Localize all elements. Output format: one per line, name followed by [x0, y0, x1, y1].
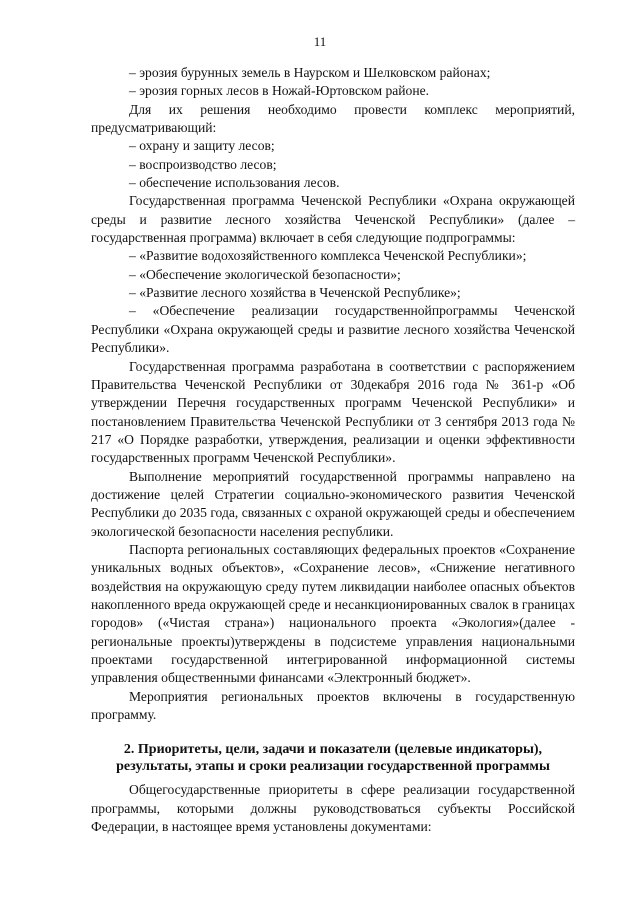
list-item: – «Развитие водохозяйственного комплекса Чеченской Республики»;: [129, 248, 527, 264]
list-item: – эрозия горных лесов в Ножай-Юртовском районе.: [129, 83, 430, 99]
paragraph: Для их решения необходимо провести комплекс мероприятий, предусматривающий:: [91, 101, 575, 136]
paragraph: Общегосударственные приоритеты в сфере реализации государственной программы, которыми должны руководствоваться субъекты Российской Федерации, в настоящее время установлены документами:: [91, 782, 575, 835]
list-item: – обеспечение использования лесов.: [129, 175, 340, 191]
list-item: – «Обеспечение экологической безопасности»;: [129, 266, 401, 282]
list-item: – охрану и защиту лесов;: [129, 138, 275, 154]
list-item: – «Развитие лесного хозяйства в Чеченской Республике»;: [129, 285, 461, 301]
text-block-section-2: [91, 781, 575, 836]
paragraph: Паспорта региональных составляющих федеральных проектов «Сохранение уникальных водных объектов», «Сохранение лесов», «Снижение негативного воздействия на окружающую среду путем ликвидации наиболее опасных объектов накопленного вреда окружающей среде и несанкционированных свалок в границах городов» («Чистая страна») национального проекта «Экология»(далее - региональные проекты)утверждены в подсистеме управления национальными проектами государственной интегрированной информационной системы управления общественными финансами «Электронный бюджет».: [91, 541, 575, 686]
document-body: [91, 64, 575, 836]
page-number: 11: [313, 34, 327, 49]
paragraph: – «Обеспечение реализации государственнойпрограммы Чеченской Республики «Охрана окружающей среды и развитие лесного хозяйства Чеченской Республики».: [91, 303, 575, 356]
paragraph: Государственная программа Чеченской Республики «Охрана окружающей среды и развитие лесного хозяйства Чеченской Республики» (далее – государственная программа) включает в себя следующие подпрограммы:: [91, 193, 575, 246]
paragraph: Мероприятия региональных проектов включены в государственную программу.: [91, 688, 575, 723]
text-block-intro: [91, 64, 575, 724]
paragraph: Выполнение мероприятий государственной программы направлено на достижение целей Стратегии социально-экономического развития Чеченской Республики до 2035 года, связанных с охраной окружающей среды и обеспечением экологической безопасности населения республики.: [91, 468, 575, 539]
list-item: – эрозия бурунных земель в Наурском и Шелковском районах;: [129, 65, 491, 80]
paragraph: Государственная программа разработана в соответствии с распоряжением Правительства Чеченской Республики от 30декабря 2016 года № 361-р «Об утверждении Перечня государственных программ Чеченской Республики» и постановлением Правительства Чеченской Республики от 3 сентября 2013 года № 217 «О Порядке разработки, утверждения, реализации и оценки эффективности государственных программ Чеченской Республики».: [91, 358, 575, 466]
section-heading: 2. Приоритеты, цели, задачи и показатели (целевые индикаторы), результаты, этапы и сроки реализации государственной программы: [116, 742, 550, 775]
list-item: – воспроизводство лесов;: [129, 156, 277, 172]
